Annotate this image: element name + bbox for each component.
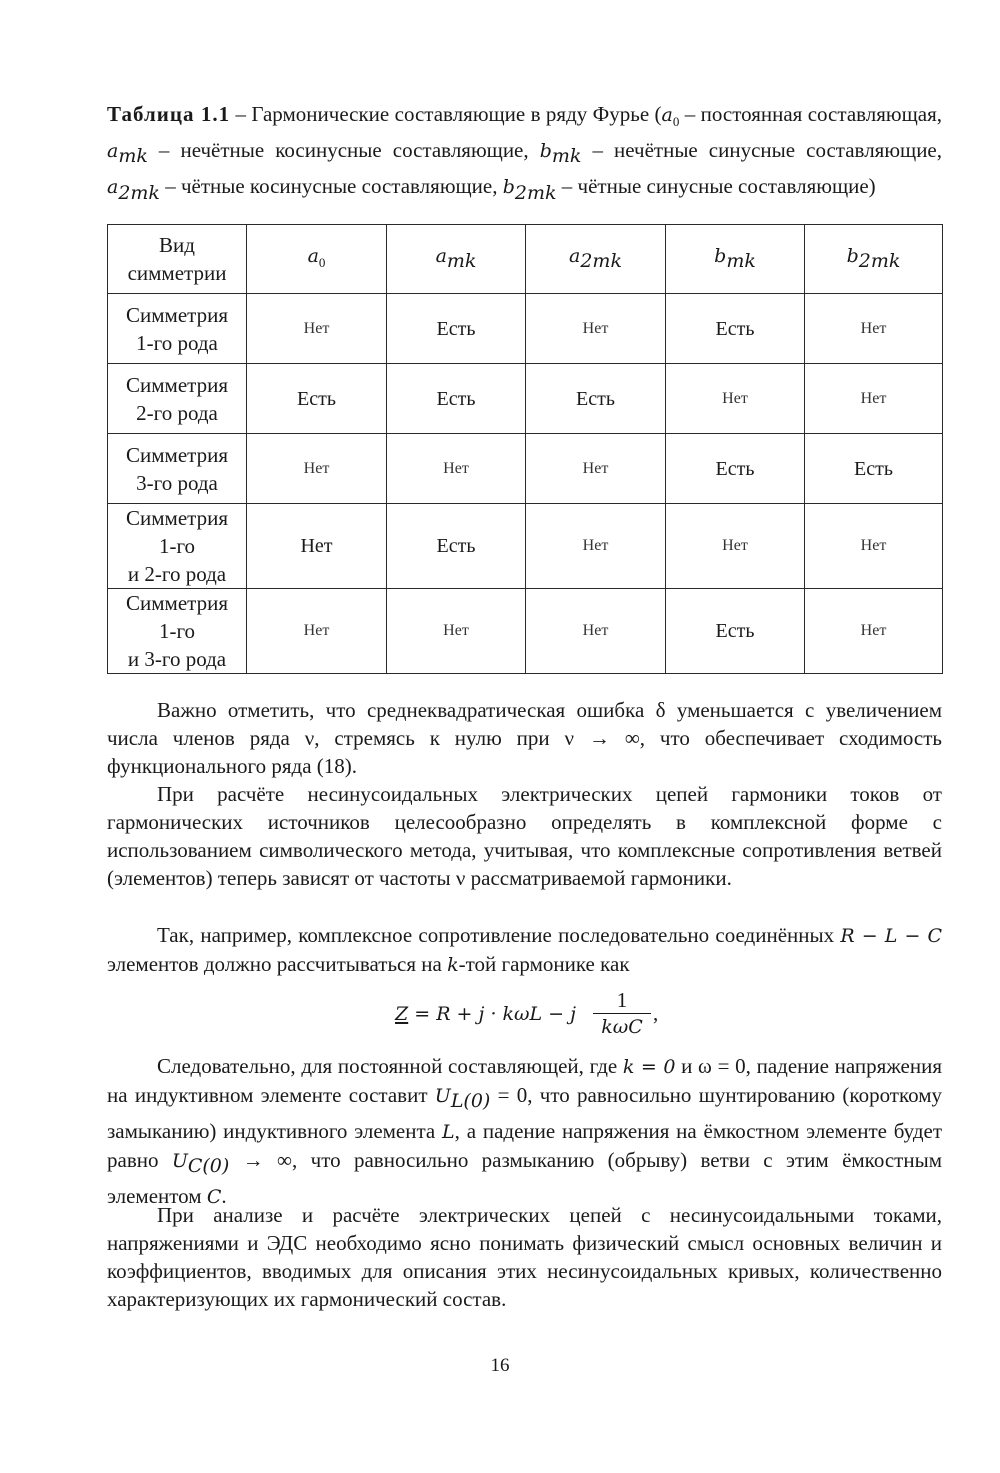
impedance-formula	[395, 987, 695, 1047]
paragraph-rlc-impedance: Так, например, комплексное сопротивление последовательно соединённых R − L − C элементов должно рассчитываться на k-той гармонике как	[107, 923, 942, 976]
cell-amk: Есть	[387, 294, 526, 364]
header-amk: $a_{mk}$	[387, 225, 526, 294]
cell-a0: Нет	[247, 589, 387, 674]
header-b2mk: $b_{2mk}$	[805, 225, 943, 294]
cell-amk: Нет	[387, 434, 526, 504]
row-label: Симметрия 1-го рода	[108, 294, 247, 364]
formula-numerator: 1	[616, 988, 628, 1012]
page-number: 16	[490, 1355, 510, 1376]
table-row	[108, 294, 943, 364]
header-a2mk: $a_{2mk}$	[526, 225, 666, 294]
fourier-symmetry-table	[107, 224, 943, 674]
table-row	[108, 504, 943, 589]
cell-bmk: Есть	[666, 589, 805, 674]
cell-a2mk: Нет	[526, 434, 666, 504]
cell-b2mk: Нет	[805, 589, 943, 674]
cell-amk: Есть	[387, 364, 526, 434]
paragraph-symbolic-method: При расчёте несинусоидальных электрических цепей гармоники токов от гармонических источников целесообразно определять в комплексной форме с использованием символического метода, учитывая, что комплексные сопротивления ветвей (элементов) теперь зависят от частоты ν рассматриваемой гармоники.	[107, 782, 942, 890]
cell-bmk: Есть	[666, 434, 805, 504]
paragraph-dc-component: Следовательно, для постоянной составляющей, где k = 0 и ω = 0, падение напряжения на индуктивном элементе составит $U_{L(0)} = 0$, что равносильно шунтированию (короткому замыканию) индуктивного элемента L, а падение напряжения на ёмкостном элементе будет равно $U_{C(0)}$ → ∞, что равносильно размыканию (обрыву) ветви с этим ёмкостным элементом C.	[107, 1054, 943, 1209]
table-caption: Таблица 1.1 – Гармонические составляющие в ряду Фурье ($a_0$ – постоянная составляющая, $a_{mk}$ – нечётные косинусные составляющие, $b_{mk}$ – нечётные синусные составляющие, $a_{2mk}$ – чётные косинусные составляющие, $b_{2mk}$ – чётные синусные составляющие)	[107, 102, 943, 204]
cell-bmk: Нет	[666, 364, 805, 434]
header-symmetry-type: Вид симметрии	[108, 225, 247, 294]
cell-a2mk: Нет	[526, 589, 666, 674]
row-label: Симметрия 1-го и 2-го рода	[108, 504, 247, 589]
cell-a2mk: Есть	[526, 364, 666, 434]
formula-lhs: Z = R + j · kωL − j	[395, 1003, 577, 1025]
cell-b2mk: Нет	[805, 364, 943, 434]
cell-b2mk: Нет	[805, 504, 943, 589]
cell-amk: Нет	[387, 589, 526, 674]
cell-bmk: Есть	[666, 294, 805, 364]
cell-a0: Нет	[247, 294, 387, 364]
paragraph-error-convergence: Важно отметить, что среднеквадратическая ошибка δ уменьшается с увеличением числа членов ряда ν, стремясь к нулю при ν → ∞, что обеспечивает сходимость функционального ряда (18).	[107, 698, 942, 778]
row-label: Симметрия 1-го и 3-го рода	[108, 589, 247, 674]
table-row	[108, 589, 943, 674]
cell-a2mk: Нет	[526, 504, 666, 589]
cell-bmk: Нет	[666, 504, 805, 589]
row-label: Симметрия 2-го рода	[108, 364, 247, 434]
cell-a0: Есть	[247, 364, 387, 434]
table-header-row	[108, 225, 943, 294]
header-bmk: $b_{mk}$	[666, 225, 805, 294]
table-caption-label: Таблица 1.1	[107, 102, 231, 126]
table-row	[108, 364, 943, 434]
cell-a0: Нет	[247, 504, 387, 589]
formula-comma: ,	[653, 1001, 659, 1025]
formula-fraction	[593, 987, 651, 1040]
table-row	[108, 434, 943, 504]
row-label: Симметрия 3-го рода	[108, 434, 247, 504]
formula-denominator: kωC	[601, 1016, 643, 1038]
paragraph-physical-meaning: При анализе и расчёте электрических цепей с несинусоидальными токами, напряжениями и ЭДС необходимо ясно понимать физический смысл основных величин и коэффициентов, вводимых для описания этих несинусоидальных кривых, количественно характеризующих их гармонический состав.	[107, 1203, 942, 1311]
cell-b2mk: Нет	[805, 294, 943, 364]
cell-b2mk: Есть	[805, 434, 943, 504]
cell-a2mk: Нет	[526, 294, 666, 364]
cell-amk: Есть	[387, 504, 526, 589]
cell-a0: Нет	[247, 434, 387, 504]
header-a0: $a_0$	[247, 225, 387, 294]
